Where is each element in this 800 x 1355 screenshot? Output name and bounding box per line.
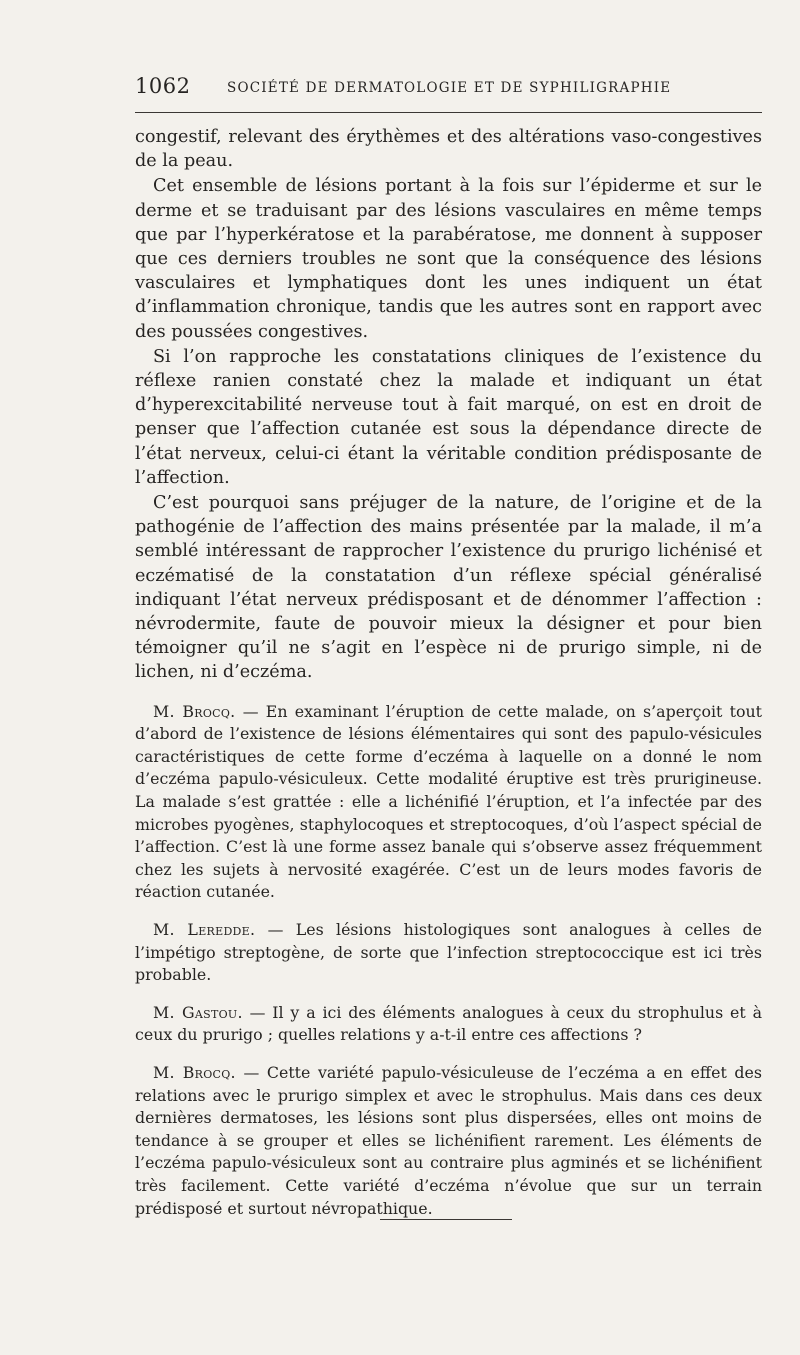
running-title: SOCIÉTÉ DE DERMATOLOGIE ET DE SYPHILIGRAPHIE: [227, 80, 672, 96]
paragraph: C’est pourquoi sans préjuger de la nature, de l’origine et de la pathogénie de l’affection des mains présentée par la malade, il m’a semblé intéressant de rapprocher l’existence du prurigo lichénisé et eczématisé de la constatation d’un réflexe spécial généralisé indiquant l’état nerveux prédisposant et de dénommer l’affection : névrodermite, faute de pouvoir mieux la désigner et pour bien témoigner qu’il ne s’agit en l’espèce ni de prurigo simple, ni de lichen, ni d’eczéma.: [135, 493, 762, 683]
discussion-entry: [135, 1002, 762, 1047]
discussion-entry: [135, 919, 762, 987]
paragraph: congestif, relevant des érythèmes et des altérations vaso-congestives de la peau.: [135, 127, 762, 172]
speaker-name: M. Brocq.: [153, 701, 236, 721]
speaker-name: M. Gastou.: [153, 1002, 243, 1022]
end-rule: [380, 1219, 512, 1220]
page-content: [135, 125, 762, 1235]
body-text: [135, 125, 762, 685]
discussion-text: — Les lésions histologiques sont analogues à celles de l’impétigo streptogène, de sorte que l’infection streptococcique est ici très probable.: [135, 920, 762, 985]
discussion-text: — Il y a ici des éléments analogues à ceux du strophulus et à ceux du prurigo ; quelles relations y a-t-il entre ces affections ?: [135, 1002, 763, 1045]
header-rule: [135, 112, 762, 113]
speaker-name: M. Brocq.: [153, 1062, 236, 1082]
page-header: [135, 70, 762, 104]
speaker-name: M. Leredde.: [153, 920, 256, 940]
paragraph: Cet ensemble de lésions portant à la fois sur l’épiderme et sur le derme et se traduisant par des lésions vasculaires en même temps que par l’hyperkératose et la parabératose, me donnent à supposer que ces derniers troubles ne sont que la conséquence des lésions vasculaires et lymphatiques dont les unes indiquent un état d’inflammation chronique, tandis que les autres sont en rapport avec des poussées congestives.: [135, 176, 762, 342]
discussion: [135, 701, 762, 1220]
discussion-text: — En examinant l’éruption de cette malade, on s’aperçoit tout d’abord de l’existence de lésions élémentaires qui sont des papulo-vésicules caractéristiques de cette forme d’eczéma à laquelle on a donné le nom d’eczéma papulo-vésiculeux. Cette modalité éruptive est très prurigineuse. La malade s’est grattée : elle a lichénifié l’éruption, et l’a infectée par des microbes pyogènes, staphylocoques et streptocoques, d’où l’aspect spécial de l’affection. C’est là une forme assez banale qui s’observe assez fréquemment chez les sujets à nervosité exagérée. C’est un de leurs modes favoris de réaction cutanée.: [135, 701, 762, 902]
page-number: 1062: [135, 74, 191, 98]
discussion-entry: [135, 701, 762, 904]
discussion-entry: [135, 1062, 762, 1220]
paragraph: Si l’on rapproche les constatations cliniques de l’existence du réflexe ranien constaté chez la malade et indiquant un état d’hyperexcitabilité nerveuse tout à fait marqué, on est en droit de penser que l’affection cutanée est sous la dépendance directe de l’état nerveux, celui-ci étant la véritable condition prédisposante de l’affection.: [135, 346, 762, 488]
discussion-text: — Cette variété papulo-vésiculeuse de l’eczéma a en effet des relations avec le prurigo simplex et avec le strophulus. Mais dans ces deux dernières dermatoses, les lésions sont plus dispersées, elles ont moins de tendance à se grouper et elles se lichénifient rarement. Les éléments de l’eczéma papulo-vésiculeux sont au contraire plus agminés et se lichénifient très facilement. Cette variété d’eczéma n’évolue que sur un terrain prédisposé et surtout névropathique.: [135, 1062, 762, 1218]
